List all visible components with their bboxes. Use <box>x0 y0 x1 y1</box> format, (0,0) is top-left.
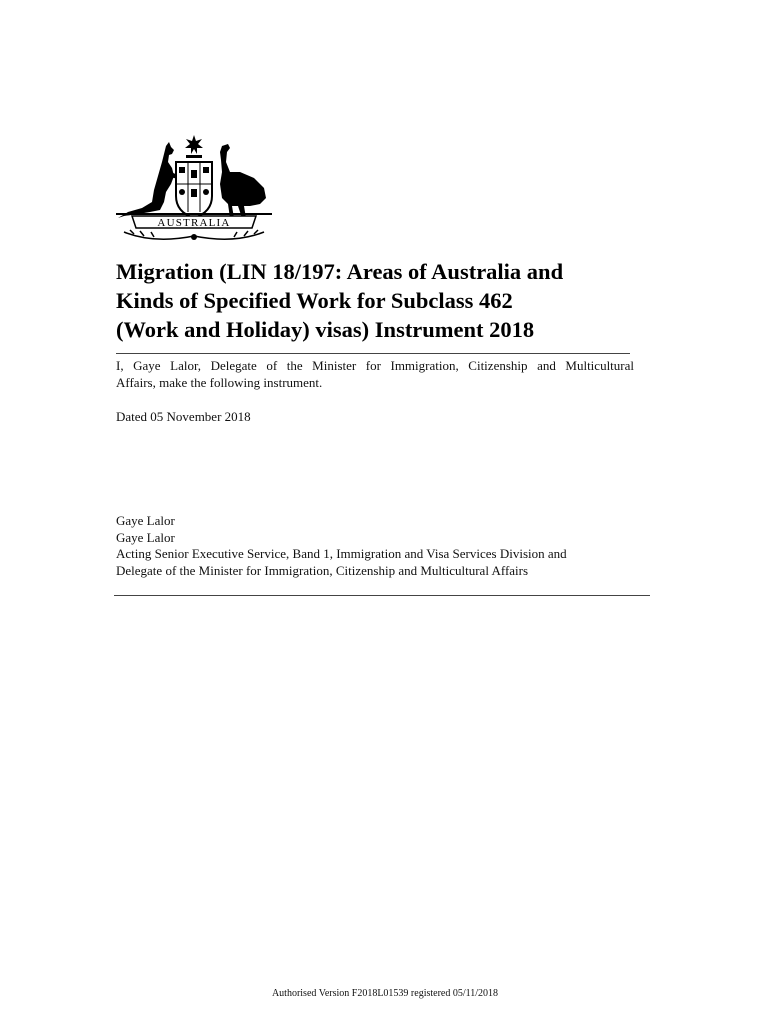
signed-name: Gaye Lalor <box>116 513 175 528</box>
title-line: Kinds of Specified Work for Subclass 462 <box>116 288 513 313</box>
intro-paragraph <box>116 357 634 391</box>
dated-line: Dated 05 November 2018 <box>116 409 251 424</box>
coat-of-arms-icon <box>114 132 274 244</box>
title-line: Migration (LIN 18/197: Areas of Australia and <box>116 259 564 284</box>
intro-line: Affairs, make the following instrument. <box>116 375 323 390</box>
document-title <box>116 257 656 344</box>
position-line: Delegate of the Minister for Immigration, Citizenship and Multicultural Affairs <box>116 562 529 578</box>
title-divider <box>116 353 630 354</box>
crest-label: AUSTRALIA <box>157 217 231 229</box>
intro-line: I, Gaye Lalor, Delegate of the Minister for Immigration, Citizenship and Multicultural <box>116 358 634 373</box>
title-line: (Work and Holiday) visas) Instrument 2018 <box>116 317 535 342</box>
printed-name: Gaye Lalor <box>116 529 175 545</box>
page-footer: Authorised Version F2018L01539 registered 05/11/2018 <box>271 988 499 999</box>
position-line: Acting Senior Executive Service, Band 1, Immigration and Visa Services Division and <box>116 546 567 561</box>
signature-block <box>116 513 646 579</box>
signature-divider <box>114 595 650 596</box>
